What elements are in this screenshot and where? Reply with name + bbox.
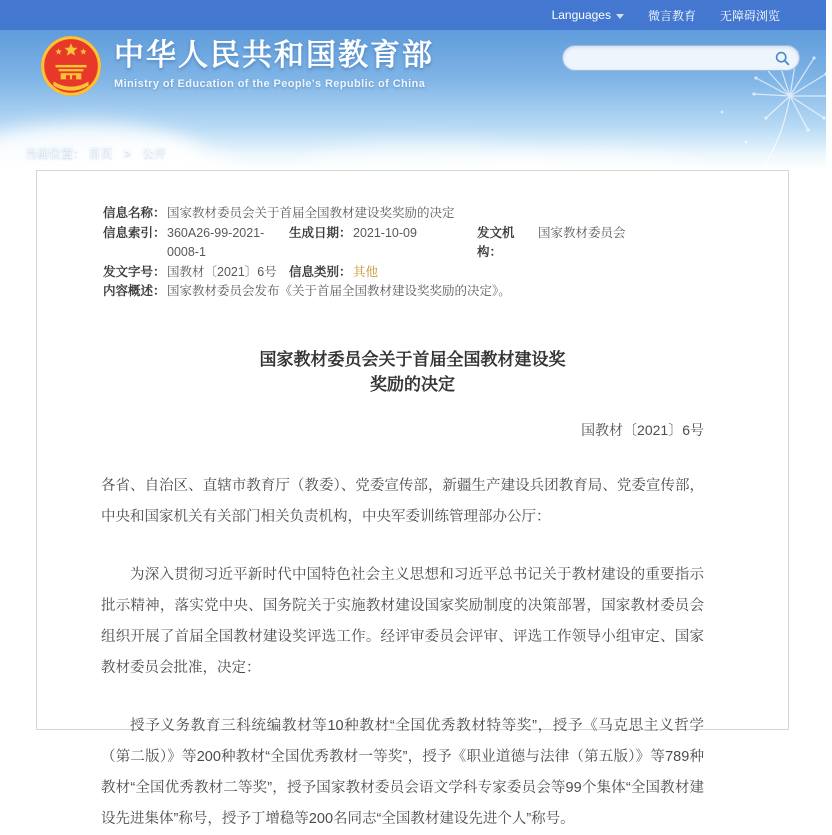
search-button[interactable] xyxy=(773,46,799,70)
meta-row-summary xyxy=(103,282,768,302)
search-icon xyxy=(775,51,790,66)
content-card xyxy=(36,170,789,827)
meta-row-name xyxy=(103,204,768,224)
site-banner xyxy=(0,30,826,170)
meta-category-value: 其他 xyxy=(353,264,379,279)
site-logo[interactable] xyxy=(38,32,434,100)
meta-row-index xyxy=(103,224,768,263)
paragraph-background: 为深入贯彻习近平新时代中国特色社会主义思想和习近平总书记关于教材建设的重要指示批示精神，落实党中央、国务院关于实施教材建设国家奖励制度的决策部署，国家教材委员会组织开展了首届全国教材建设奖评选工作。经评审委员会评审、评选工作领导小组审定、国家教材委员会批准，决定： xyxy=(101,566,704,676)
search-bar xyxy=(562,45,800,71)
meta-summary-value: 国家教材委员会发布《关于首届全国教材建设奖奖励的决定》。 xyxy=(167,284,511,298)
chevron-down-icon xyxy=(616,14,624,19)
breadcrumb-separator: > xyxy=(123,146,131,160)
meta-index-label: 信息索引： xyxy=(103,225,166,240)
meta-org-label: 发文机构： xyxy=(477,225,515,259)
national-emblem-icon xyxy=(38,34,104,100)
meta-row-docno xyxy=(103,263,768,283)
meta-date-label: 生成日期： xyxy=(289,225,352,240)
meta-summary-label: 内容概述： xyxy=(103,284,166,298)
document-body xyxy=(101,471,704,835)
topbar xyxy=(0,0,826,30)
languages-label: Languages xyxy=(551,8,611,22)
meta-category-label: 信息类别： xyxy=(289,264,352,279)
document-title xyxy=(37,347,788,397)
paragraph-awards: 授予义务教育三科统编教材等10种教材“全国优秀教材特等奖”，授予《马克思主义哲学（第二版）》等200种教材“全国优秀教材一等奖”，授予《职业道德与法律（第五版）》等789种教材“全国优秀教材二等奖”，授予国家教材委员会语文学科专家委员会等99个集体“全国教材建设先进集体”称号，授予丁增稳等200名同志“全国教材建设先进个人”称号。 xyxy=(101,717,704,827)
breadcrumb-home-link[interactable]: 首页 xyxy=(88,146,113,160)
breadcrumb-prefix: 当前位置： xyxy=(25,146,86,160)
document-title-line2: 奖励的决定 xyxy=(370,374,455,394)
document-title-line1: 国家教材委员会关于首届全国教材建设奖 xyxy=(259,349,566,369)
meta-org-value: 国家教材委员会 xyxy=(538,225,626,240)
topbar-link-accessibility[interactable]: 无障碍浏览 xyxy=(719,8,780,23)
search-input[interactable] xyxy=(563,46,773,70)
meta-docno-value: 国教材〔2021〕6号 xyxy=(167,264,277,279)
topbar-link-weiyan[interactable]: 微言教育 xyxy=(647,8,696,23)
languages-menu[interactable] xyxy=(552,8,624,22)
breadcrumb xyxy=(25,144,166,161)
document-meta xyxy=(103,204,768,302)
meta-docno-label: 发文字号： xyxy=(103,264,166,279)
meta-date-value: 2021-10-09 xyxy=(353,225,417,240)
site-subtitle: Ministry of Education of the People's Republic of China xyxy=(114,78,426,90)
breadcrumb-section-link[interactable]: 公开 xyxy=(142,146,167,160)
meta-index-value: 360A26-99-2021-0008-1 xyxy=(167,225,265,259)
site-title: 中华人民共和国教育部 xyxy=(114,39,434,72)
meta-name-label: 信息名称： xyxy=(103,206,166,220)
document-number: 国教材〔2021〕6号 xyxy=(581,421,704,438)
meta-name-value: 国家教材委员会关于首届全国教材建设奖奖励的决定 xyxy=(167,206,455,220)
paragraph-recipients: 各省、自治区、直辖市教育厅（教委）、党委宣传部，新疆生产建设兵团教育局、党委宣传部，中央和国家机关有关部门相关负责机构，中央军委训练管理部办公厅： xyxy=(101,477,704,525)
